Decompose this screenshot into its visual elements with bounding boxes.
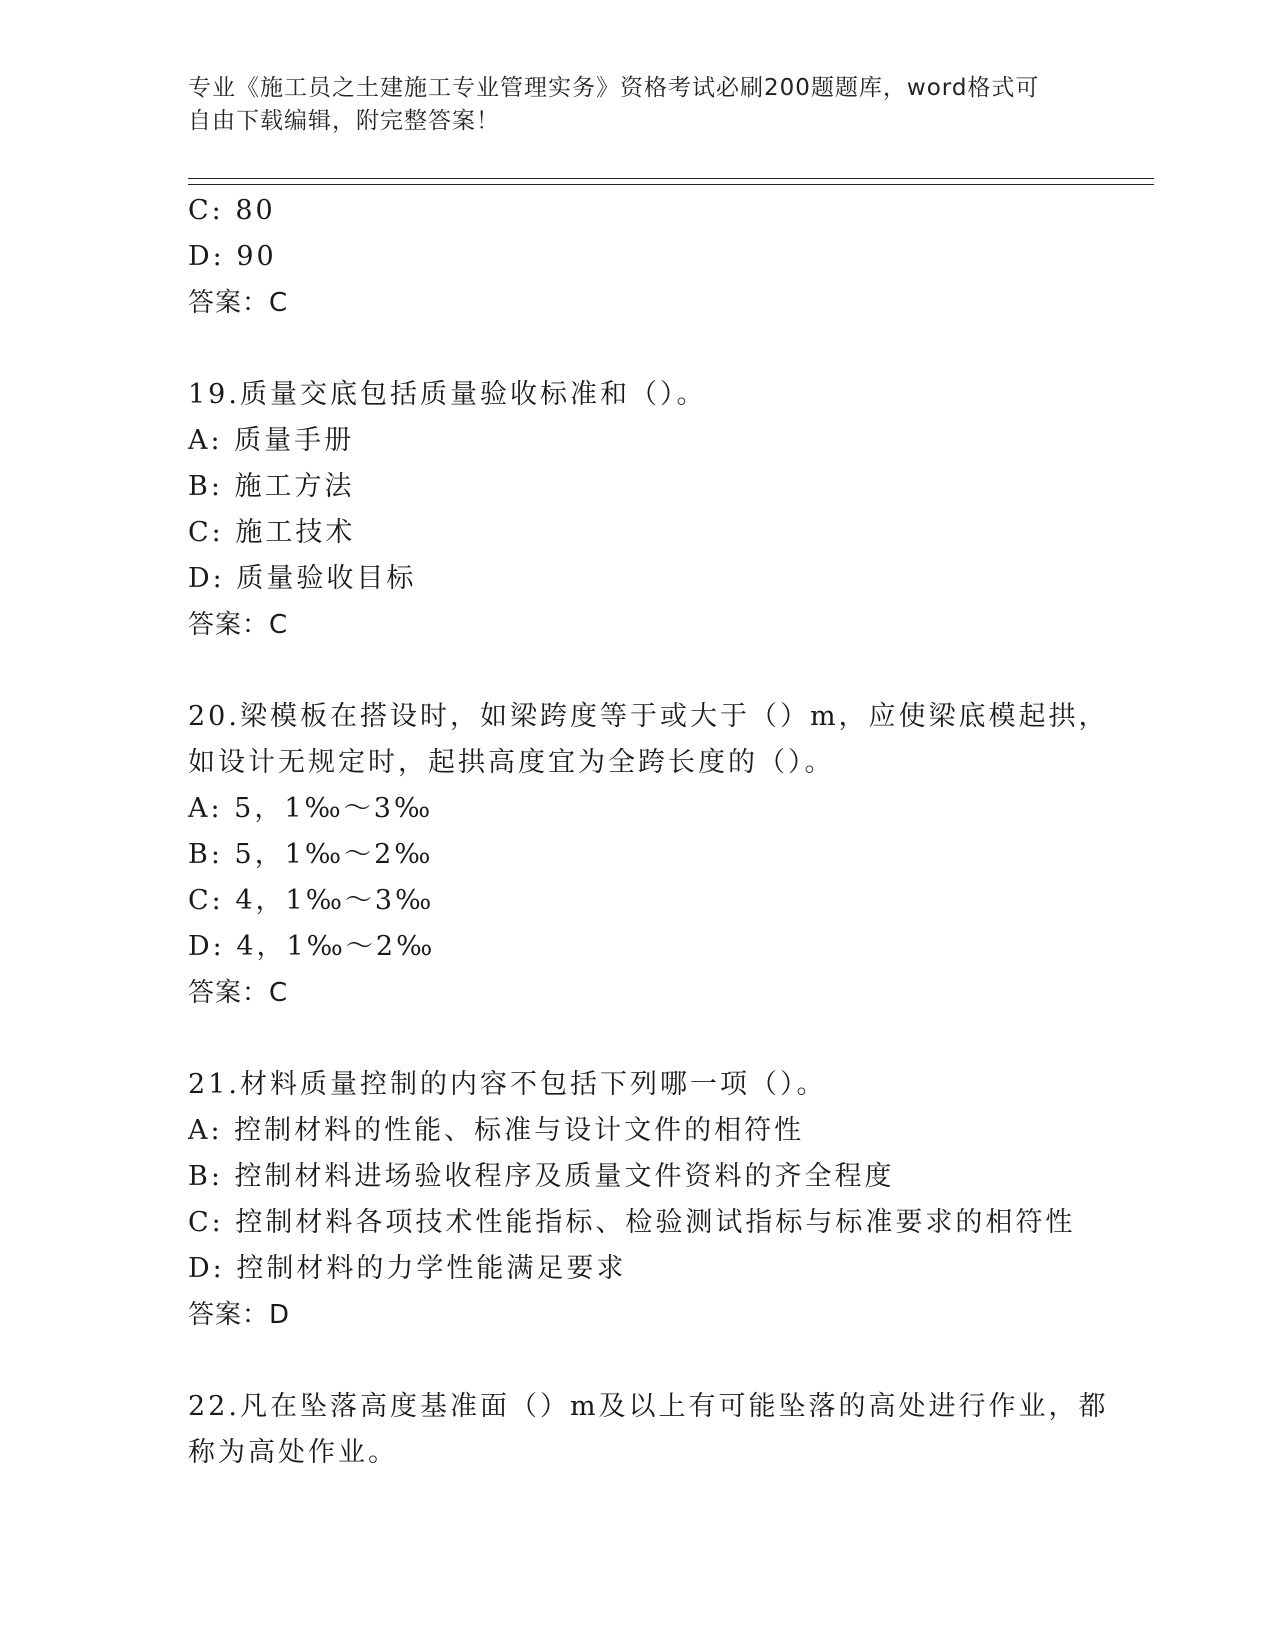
question-stem: 称为高处作业。 (188, 1437, 398, 1468)
option-line: A: 控制材料的性能、标准与设计文件的相符性 (188, 1115, 805, 1146)
spacer (188, 1338, 1088, 1384)
answer-line: 答案：C (188, 610, 289, 640)
question-stem: 如设计无规定时，起拱高度宜为全跨长度的（）。 (188, 747, 835, 778)
option-line: D: 4，1‰～2‰ (188, 931, 436, 962)
option-line: D: 质量验收目标 (188, 563, 417, 594)
option-line: C: 控制材料各项技术性能指标、检验测试指标与标准要求的相符性 (188, 1207, 1076, 1238)
option-line: B: 控制材料进场验收程序及质量文件资料的齐全程度 (188, 1161, 895, 1192)
document-header (188, 72, 1088, 138)
question-stem: 20.梁模板在搭设时，如梁跨度等于或大于（）m，应使梁底模起拱， (188, 701, 1109, 732)
question-list (188, 188, 1109, 1476)
question-stem: 22.凡在坠落高度基准面（）m及以上有可能坠落的高处进行作业，都 (188, 1391, 1109, 1422)
question-stem: 19.质量交底包括质量验收标准和（）。 (188, 379, 707, 410)
option-line: A: 5，1‰～3‰ (188, 793, 434, 824)
header-rule-bottom (188, 184, 1154, 185)
spacer (188, 326, 1088, 372)
option-line: B: 5，1‰～2‰ (188, 839, 434, 870)
spacer (188, 648, 1088, 694)
option-line: D: 90 (188, 241, 277, 272)
answer-line: 答案：D (188, 1300, 291, 1330)
option-line: C: 80 (188, 195, 276, 226)
option-line: C: 4，1‰～3‰ (188, 885, 435, 916)
option-line: C: 施工技术 (188, 517, 356, 548)
spacer (188, 1016, 1088, 1062)
option-line: B: 施工方法 (188, 471, 355, 502)
answer-line: 答案：C (188, 288, 289, 318)
question-stem: 21.材料质量控制的内容不包括下列哪一项（）。 (188, 1069, 827, 1100)
header-line-2: 自由下载编辑，附完整答案！ (188, 108, 500, 134)
answer-line: 答案：C (188, 978, 289, 1008)
header-line-1: 专业《施工员之土建施工专业管理实务》资格考试必刷200题题库，word格式可 (188, 75, 1040, 101)
option-line: D: 控制材料的力学性能满足要求 (188, 1253, 627, 1284)
header-rule-top (188, 178, 1154, 179)
option-line: A: 质量手册 (188, 425, 355, 456)
